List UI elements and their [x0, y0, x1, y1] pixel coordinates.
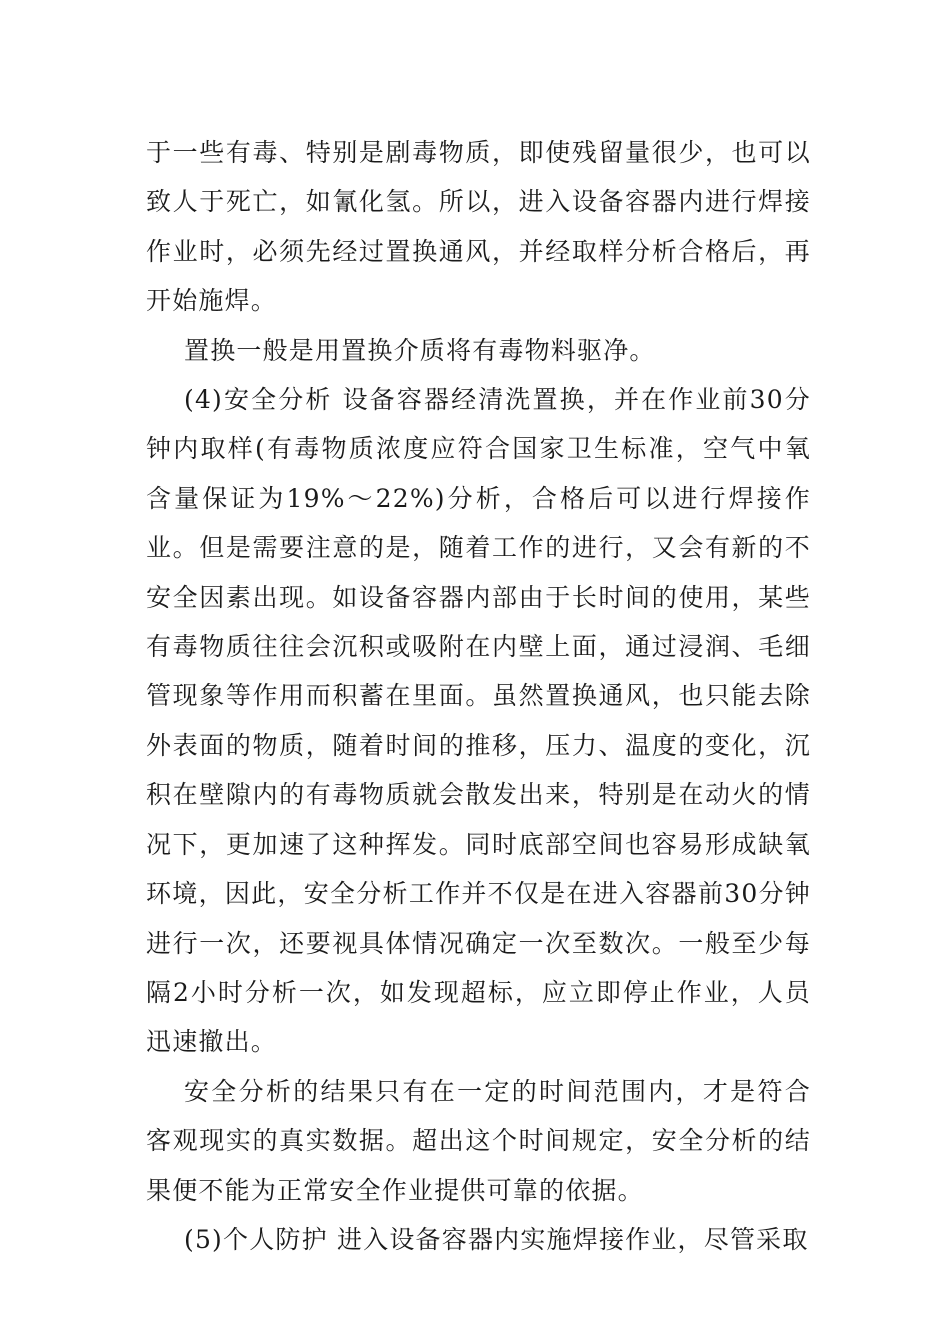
paragraph-1: 于一些有毒、特别是剧毒物质，即使残留量很少，也可以致人于死亡，如氰化氢。所以，进入设备容器内进行焊接作业时，必须先经过置换通风，并经取样分析合格后，再开始施焊。 — [146, 138, 811, 316]
paragraph-5: (5)个人防护 进入设备容器内实施焊接作业，尽管采取 — [184, 1224, 809, 1254]
document-body — [146, 128, 811, 1264]
paragraph-4: 安全分析的结果只有在一定的时间范围内，才是符合客观现实的真实数据。超出这个时间规定，安全分析的结果便不能为正常安全作业提供可靠的依据。 — [146, 1076, 811, 1205]
paragraph-2: 置换一般是用置换介质将有毒物料驱净。 — [184, 335, 656, 365]
paragraph-3: (4)安全分析 设备容器经清洗置换，并在作业前30分钟内取样(有毒物质浓度应符合国家卫生标准，空气中氧含量保证为19%～22%)分析，合格后可以进行焊接作业。但是需要注意的是，随着工作的进行，又会有新的不安全因素出现。如设备容器内部由于长时间的使用，某些有毒物质往往会沉积或吸附在内壁上面，通过浸润、毛细管现象等作用而积蓄在里面。虽然置换通风，也只能去除外表面的物质，随着时间的推移，压力、温度的变化，沉积在壁隙内的有毒物质就会散发出来，特别是在动火的情况下，更加速了这种挥发。同时底部空间也容易形成缺氧环境，因此，安全分析工作并不仅是在进入容器前30分钟进行一次，还要视具体情况确定一次至数次。一般至少每隔2小时分析一次，如发现超标，应立即停止作业，人员迅速撤出。 — [146, 385, 811, 1057]
